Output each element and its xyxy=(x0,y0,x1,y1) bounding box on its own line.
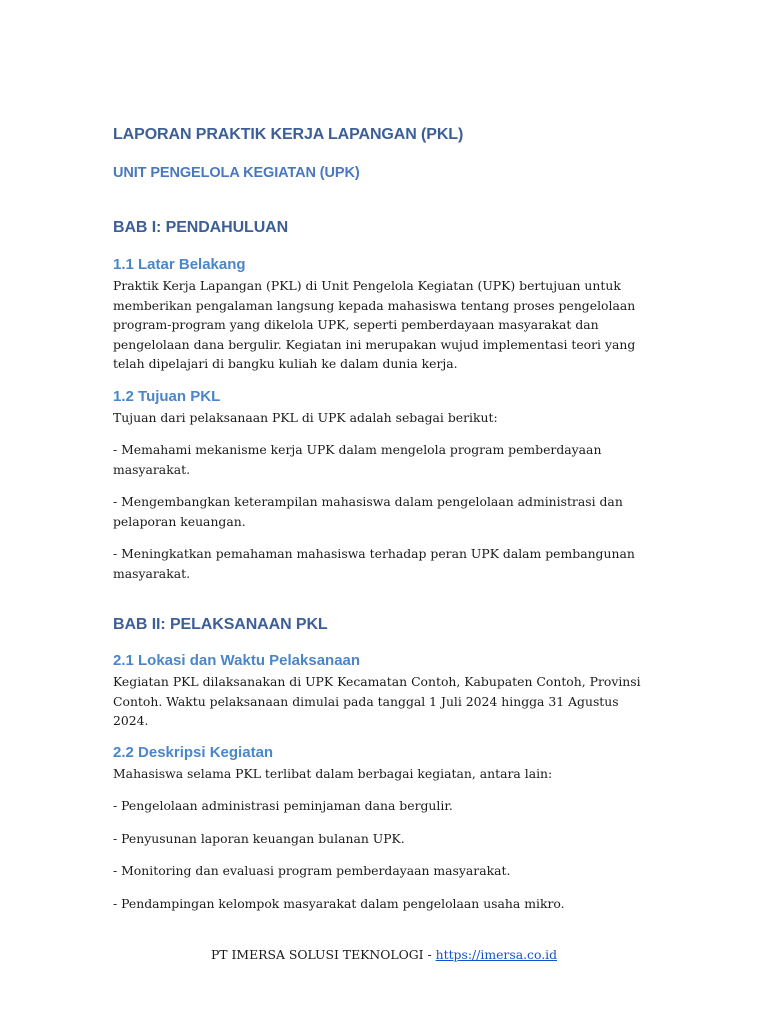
page-footer xyxy=(0,945,768,965)
section-2-2-intro: Mahasiswa selama PKL terlibat dalam berbagai kegiatan, antara lain: xyxy=(113,765,553,781)
document-body xyxy=(113,124,658,913)
section-2-2-heading: 2.2 Deskripsi Kegiatan xyxy=(113,743,274,761)
document-subtitle: UNIT PENGELOLA KEGIATAN (UPK) xyxy=(113,165,360,181)
document-title: LAPORAN PRAKTIK KERJA LAPANGAN (PKL) xyxy=(113,126,464,143)
section-1-2-intro: Tujuan dari pelaksanaan PKL di UPK adalah sebagai berikut: xyxy=(113,409,498,425)
section-1-2-heading: 1.2 Tujuan PKL xyxy=(113,387,221,405)
list-item: - Monitoring dan evaluasi program pemberdayaan masyarakat. xyxy=(113,863,511,878)
section-2-1-heading: 2.1 Lokasi dan Waktu Pelaksanaan xyxy=(113,652,361,669)
list-item: - Pendampingan kelompok masyarakat dalam pengelolaan usaha mikro. xyxy=(113,895,565,911)
list-item: - Memahami mekanisme kerja UPK dalam mengelola program pemberdayaan masyarakat. xyxy=(113,442,602,477)
list-item: - Pengelolaan administrasi peminjaman dana bergulir. xyxy=(113,798,453,813)
section-1-1-paragraph: Praktik Kerja Lapangan (PKL) di Unit Pengelola Kegiatan (UPK) bertujuan untuk memberikan pengalaman langsung kepada mahasiswa tentang proses pengelolaan program-program yang dikelola UPK, seperti pemberdayaan masyarakat dan pengelolaan dana bergulir. Kegiatan ini merupakan wujud implementasi teori yang telah dipelajari di bangku kuliah ke dalam dunia kerja. xyxy=(113,278,636,371)
section-1-1-heading: 1.1 Latar Belakang xyxy=(113,256,246,273)
footer-website-link[interactable]: https://imersa.co.id xyxy=(435,947,558,962)
list-item: - Penyusunan laporan keuangan bulanan UPK. xyxy=(113,830,405,846)
footer-company-text: PT IMERSA SOLUSI TEKNOLOGI - xyxy=(210,947,436,962)
section-2-1-paragraph: Kegiatan PKL dilaksanakan di UPK Kecamatan Contoh, Kabupaten Contoh, Provinsi Contoh. Waktu pelaksanaan dimulai pada tanggal 1 Juli 2024 hingga 31 Agustus 2024. xyxy=(113,674,641,728)
list-item: - Meningkatkan pemahaman mahasiswa terhadap peran UPK dalam pembangunan masyarakat. xyxy=(113,546,635,581)
list-item: - Mengembangkan keterampilan mahasiswa dalam pengelolaan administrasi dan pelaporan keuangan. xyxy=(113,494,623,529)
chapter-2-heading: BAB II: PELAKSANAAN PKL xyxy=(113,616,328,633)
chapter-1-heading: BAB I: PENDAHULUAN xyxy=(113,219,289,236)
